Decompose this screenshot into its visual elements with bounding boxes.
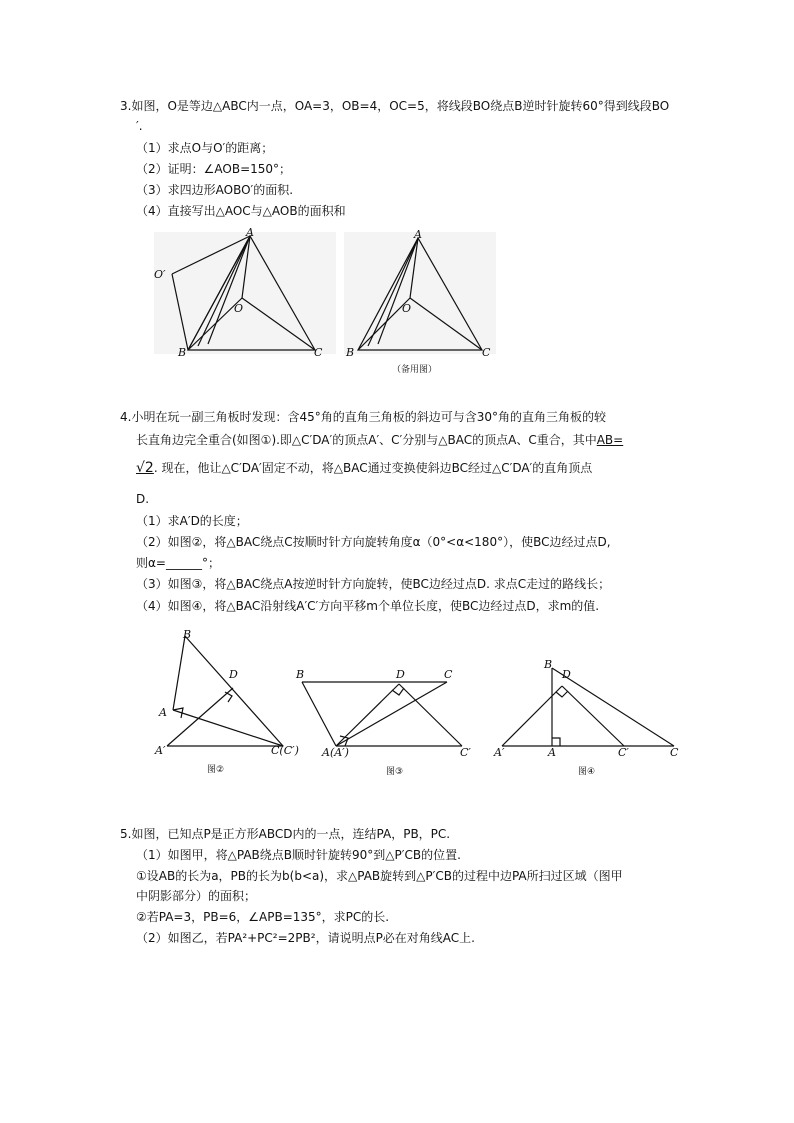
q4-stem-sqrt2: √2 xyxy=(136,460,154,476)
q4-fig3-label-d: D xyxy=(396,668,405,681)
q3-fig1-label-a: A xyxy=(246,226,254,239)
q4-fig3-caption: 图③ xyxy=(386,767,404,777)
q4-fig4-caption: 图④ xyxy=(578,767,596,777)
q4-fig2-label-a: A xyxy=(159,706,167,719)
q4-stem-line2 xyxy=(136,432,623,448)
q4-fig2-label-b: B xyxy=(183,628,192,641)
q3-figure-main xyxy=(150,228,340,358)
q4-item-2: （2）如图②，将△BAC绕点C按顺时针方向旋转角度α（0°<α<180°），使BC边经过点D, xyxy=(136,535,611,549)
q4-fig3-label-c: C xyxy=(444,668,453,681)
q4-stem-line4: D. xyxy=(136,492,150,506)
q5-item-1a-cont: 中阴影部分）的面积； xyxy=(136,889,257,903)
q3-item-2: （2）证明：∠AOB=150°； xyxy=(136,162,292,176)
q3-item-4: （4）直接写出△AOC与△AOB的面积和 xyxy=(136,204,346,218)
q4-fig4-label-a-prime: A′ xyxy=(494,746,505,759)
q4-item-2-answer: 则α=______°； xyxy=(136,556,220,570)
q4-fig3-label-a: A(A′) xyxy=(322,746,349,759)
q5-item-1b: ②若PA=3，PB=6，∠APB=135°，求PC的长. xyxy=(136,910,390,924)
q3-fig1-label-b: B xyxy=(178,346,187,359)
q3-fig1-label-o: O xyxy=(234,302,244,315)
q4-fig4-label-d: D xyxy=(562,668,571,681)
q4-stem-line3 xyxy=(136,460,592,476)
q3-fig2-label-a: A xyxy=(414,228,422,241)
q4-fig4-label-b: B xyxy=(544,658,553,671)
q4-item-1: （1）求A′D的长度； xyxy=(136,514,248,528)
q3-fig2-label-b: B xyxy=(346,346,355,359)
q4-fig4-label-c: C xyxy=(670,746,679,759)
q3-stem-line1: 3.如图，O是等边△ABC内一点，OA=3，OB=4，OC=5，将线段BO绕点B逆时针旋转60°得到线段BO xyxy=(120,99,670,113)
q4-item-3: （3）如图③，将△BAC绕点A按逆时针方向旋转，使BC边经过点D. 求点C走过的路线长； xyxy=(136,577,611,591)
q5-stem: 5.如图，已知点P是正方形ABCD内的一点，连结PA，PB，PC. xyxy=(120,827,451,841)
q4-figure-2 xyxy=(155,626,315,781)
q3-fig2-caption: （备用图） xyxy=(392,365,438,375)
q3-item-3: （3）求四边形AOBO′的面积. xyxy=(136,183,294,197)
q4-fig2-label-c: C(C′) xyxy=(271,744,299,757)
q4-stem-line2-text: 长直角边完全重合(如图①).即△C′DA′的顶点A′、C′分别与△BAC的顶点A、C重合，其中 xyxy=(136,433,597,447)
q4-figure-3 xyxy=(292,656,482,781)
q4-stem-ab-eq: AB= xyxy=(596,433,624,447)
q4-fig2-label-d: D xyxy=(229,668,238,681)
q3-stem-line2: ′. xyxy=(136,119,143,133)
q4-fig3-label-b: B xyxy=(296,668,305,681)
q4-fig4-label-a: A xyxy=(548,746,556,759)
q4-stem-line3-text: . 现在，他让△C′DA′固定不动，将△BAC通过变换使斜边BC经过△C′DA′的直角顶点 xyxy=(153,461,593,475)
q4-stem-line1: 4.小明在玩一副三角板时发现：含45°角的直角三角板的斜边可与含30°角的直角三角板的较 xyxy=(120,410,606,424)
q4-fig3-label-c-prime: C′ xyxy=(460,746,471,759)
q4-item-4: （4）如图④，将△BAC沿射线A′C′方向平移m个单位长度，使BC边经过点D，求m的值. xyxy=(136,599,600,613)
q4-figure-4 xyxy=(494,656,689,781)
q3-fig1-label-c: C xyxy=(314,346,323,359)
q5-item-1: （1）如图甲，将△PAB绕点B顺时针旋转90°到△P′CB的位置. xyxy=(136,848,461,862)
q5-item-2: （2）如图乙，若PA²+PC²=2PB²，请说明点P必在对角线AC上. xyxy=(136,931,476,945)
q4-fig2-caption: 图② xyxy=(207,765,225,775)
q3-item-1: （1）求点O与O′的距离； xyxy=(136,141,274,155)
q3-fig2-label-c: C xyxy=(482,346,491,359)
q4-fig4-label-c-prime: C′ xyxy=(618,746,629,759)
q4-fig2-label-a-prime: A′ xyxy=(155,744,166,757)
q5-item-1a: ①设AB的长为a，PB的长为b(b<a)，求△PAB旋转到△P′CB的过程中边PA所扫过区域（图甲 xyxy=(136,869,623,883)
q3-fig2-label-o: O xyxy=(402,302,412,315)
q3-fig1-label-o-prime: O′ xyxy=(154,268,166,281)
q3-figure-spare xyxy=(340,228,500,378)
